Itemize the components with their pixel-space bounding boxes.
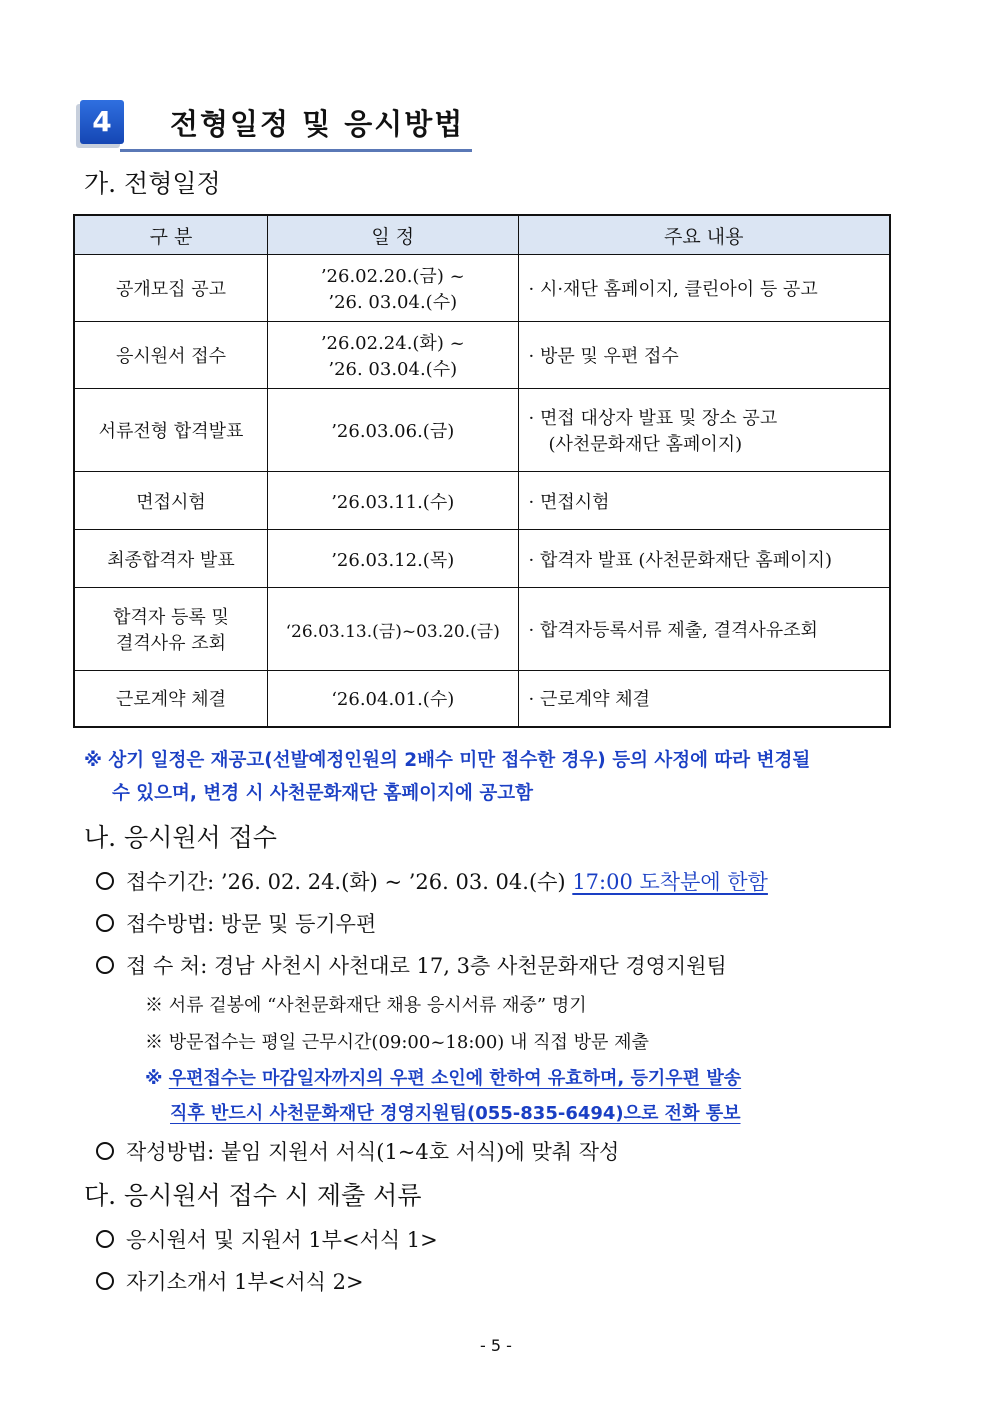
row-category: 응시원서 접수 [74,322,267,389]
table-header-row [74,215,890,255]
header-category: 구 분 [74,215,267,255]
circle-bullet-icon [96,1272,114,1290]
table-row [74,530,890,588]
row-category: 합격자 등록 및 결격사유 조회 [74,588,267,671]
deadline-emphasis: 17:00 도착분에 한함 [572,870,768,894]
subheading-receipt: 나. 응시원서 접수 [84,823,277,852]
row-category: 최종합격자 발표 [74,530,267,588]
table-row [74,671,890,727]
row-category: 공개모집 공고 [74,255,267,322]
circle-bullet-icon [96,914,114,932]
row-content: · 시·재단 홈페이지, 클린아이 등 공고 [518,255,890,322]
visit-note: ※ 방문접수는 평일 근무시간(09:00~18:00) 내 직접 방문 제출 [145,1032,649,1053]
row-category: 면접시험 [74,472,267,530]
row-category: 근로계약 체결 [74,671,267,727]
header-content: 주요 내용 [518,215,890,255]
row-content: · 면접시험 [518,472,890,530]
row-date: ‘26.04.01.(수) [267,671,518,727]
section-title: 전형일정 및 응시방법 [170,107,465,141]
section-header [76,98,472,154]
mail-note-line2: 직후 반드시 사천문화재단 경영지원팀(055-835-6494)으로 전화 통보 [170,1103,741,1124]
circle-bullet-icon [96,1142,114,1160]
doc-item: 자기소개서 1부<서식 2> [96,1266,364,1296]
subheading-schedule: 가. 전형일정 [84,169,221,198]
section-number-badge: 4 [80,100,124,144]
header-date: 일 정 [267,215,518,255]
section-underline [120,149,472,152]
row-date: ’26.03.12.(목) [267,530,518,588]
row-content: · 근로계약 체결 [518,671,890,727]
row-content: · 합격자 발표 (사천문화재단 홈페이지) [518,530,890,588]
circle-bullet-icon [96,1230,114,1248]
envelope-note: ※ 서류 겉봉에 “사천문화재단 채용 응시서류 재중” 명기 [145,995,587,1016]
schedule-table [73,214,891,728]
table-row [74,322,890,389]
row-date: ’26.03.11.(수) [267,472,518,530]
page-number: - 5 - [480,1336,512,1355]
receipt-method: 접수방법: 방문 및 등기우편 [96,908,376,938]
receipt-period: 접수기간: ’26. 02. 24.(화) ~ ’26. 03. 04.(수) 17:00 도착분에 한함 [96,866,768,896]
row-content: · 합격자등록서류 제출, 결격사유조회 [518,588,890,671]
table-row [74,472,890,530]
table-row [74,588,890,671]
row-content: · 방문 및 우편 접수 [518,322,890,389]
mail-note-line1: ※ 우편접수는 마감일자까지의 우편 소인에 한하여 유효하며, 등기우편 발송 [145,1068,742,1089]
writing-method: 작성방법: 붙임 지원서 서식(1~4호 서식)에 맞춰 작성 [96,1136,619,1166]
table-row [74,255,890,322]
row-date: ’26.02.24.(화) ~ ’26. 03.04.(수) [267,322,518,389]
subheading-documents: 다. 응시원서 접수 시 제출 서류 [84,1181,422,1210]
receipt-place: 접 수 처: 경남 사천시 사천대로 17, 3층 사천문화재단 경영지원팀 [96,950,727,980]
row-date: ’26.02.20.(금) ~ ’26. 03.04.(수) [267,255,518,322]
row-date: ‘26.03.13.(금)~03.20.(금) [267,588,518,671]
circle-bullet-icon [96,956,114,974]
row-category: 서류전형 합격발표 [74,389,267,472]
circle-bullet-icon [96,872,114,890]
doc-item: 응시원서 및 지원서 1부<서식 1> [96,1224,438,1254]
schedule-change-note: ※ 상기 일정은 재공고(선발예정인원의 2배수 미만 접수한 경우) 등의 사정에 따라 변경될 수 있으며, 변경 시 사천문화재단 홈페이지에 공고함 [84,750,811,804]
table-row [74,389,890,472]
row-content: · 면접 대상자 발표 및 장소 공고 (사천문화재단 홈페이지) [518,389,890,472]
row-date: ’26.03.06.(금) [267,389,518,472]
